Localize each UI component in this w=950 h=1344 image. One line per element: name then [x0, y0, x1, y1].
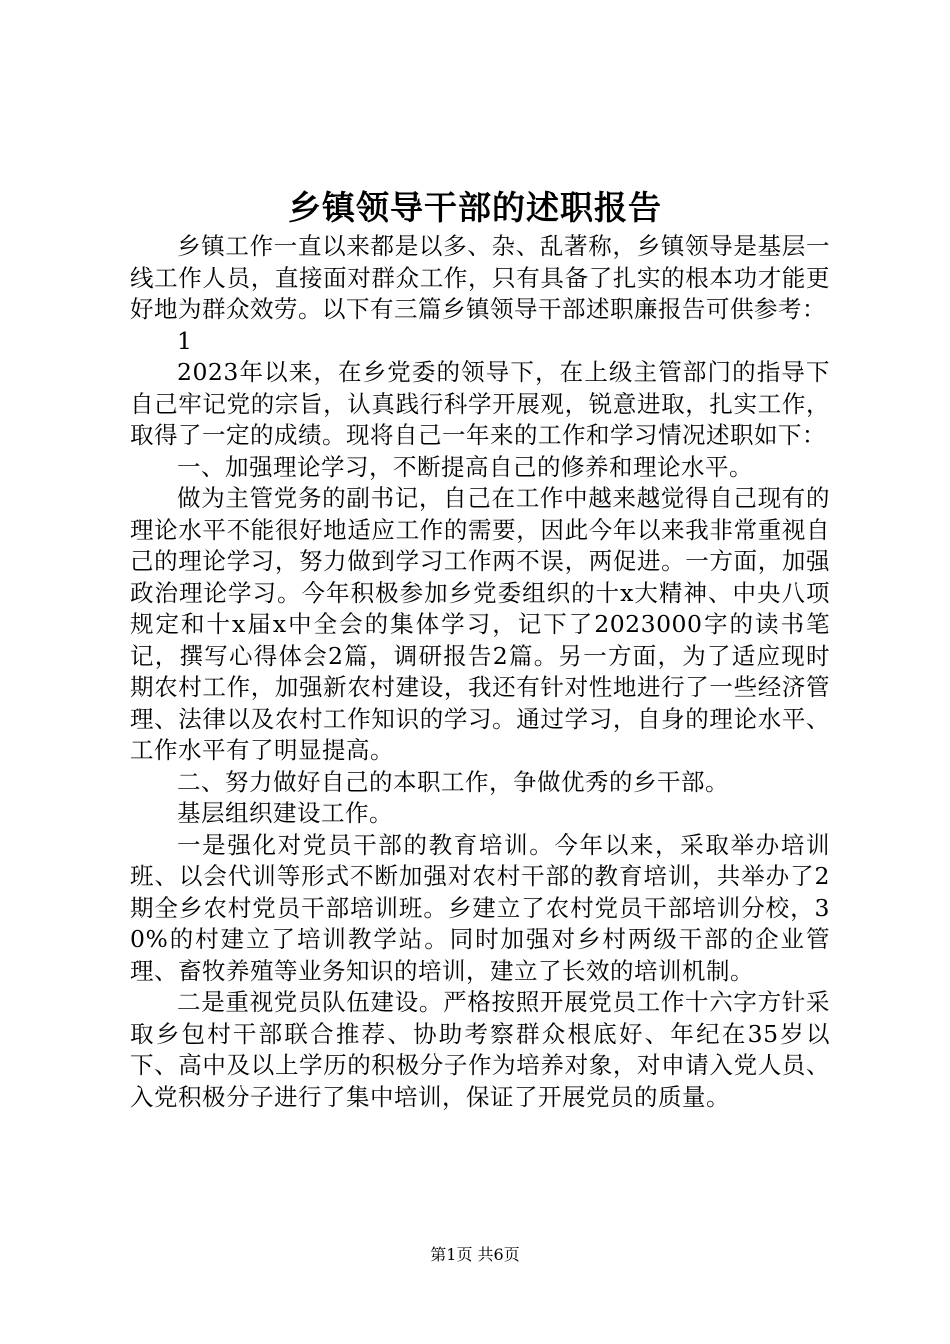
- section-heading: 一、加强理论学习，不断提高自己的修养和理论水平。: [177, 452, 753, 481]
- paragraph: 做为主管党务的副书记，自己在工作中越来越觉得自己现有的理论水平不能很好地适应工作的需要，因此今年以来我非常重视自己的理论学习，努力做到学习工作两不误，两促进。一方面，加强政治理论学习。今年积极参加乡党委组织的十x大精神、中央八项规定和十x届x中全会的集体学习，记下了2023000字的读书笔记，撰写心得体会2篇，调研报告2篇。另一方面，为了适应现时期农村工作，加强新农村建设，我还有针对性地进行了一些经济管理、法律以及农村工作知识的学习。通过学习，自身的理论水平、工作水平有了明显提高。: [130, 484, 830, 764]
- section-number: 1: [177, 326, 193, 355]
- document-title: 乡镇领导干部的述职报告: [288, 188, 662, 227]
- document-body: [130, 231, 830, 1113]
- paragraph: 二是重视党员队伍建设。严格按照开展党员工作十六字方针采取乡包村干部联合推荐、协助考察群众根底好、年纪在35岁以下、高中及以上学历的积极分子作为培养对象，对申请入党人员、入党积极分子进行了集中培训，保证了开展党员的质量。: [130, 988, 830, 1111]
- paragraph: 2023年以来，在乡党委的领导下，在上级主管部门的指导下自己牢记党的宗旨，认真践行科学开展观，锐意进取，扎实工作，取得了一定的成绩。现将自己一年来的工作和学习情况述职如下：: [130, 358, 830, 449]
- subsection-heading: 基层组织建设工作。: [177, 799, 393, 827]
- intro-paragraph: 乡镇工作一直以来都是以多、杂、乱著称，乡镇领导是基层一线工作人员，直接面对群众工作，只有具备了扎实的根本功才能更好地为群众效劳。以下有三篇乡镇领导干部述职廉报告可供参考：: [130, 232, 830, 323]
- page-footer: 第1页 共6页: [430, 1245, 520, 1264]
- section-heading: 二、努力做好自己的本职工作，争做优秀的乡干部。: [177, 767, 729, 796]
- paragraph: 一是强化对党员干部的教育培训。今年以来，采取举办培训班、以会代训等形式不断加强对农村干部的教育培训，共举办了2期全乡农村党员干部培训班。乡建立了农村党员干部培训分校，30%的村建立了培训教学站。同时加强对乡村两级干部的企业管理、畜牧养殖等业务知识的培训，建立了长效的培训机制。: [130, 830, 830, 985]
